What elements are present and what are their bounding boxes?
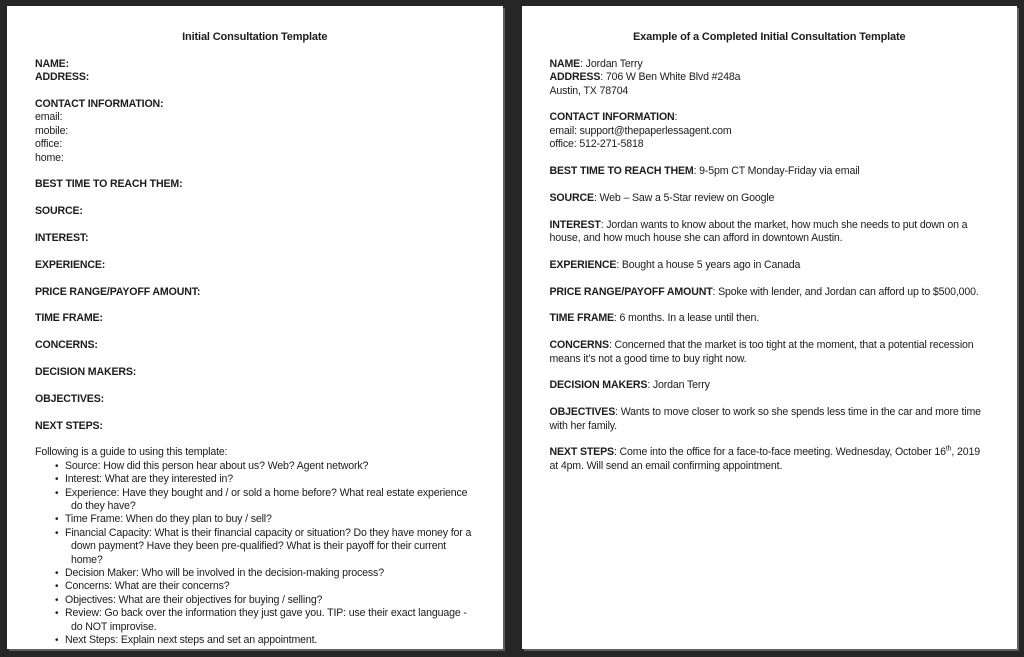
field-experience: EXPERIENCE: bbox=[35, 258, 106, 271]
entry-price-range-label: PRICE RANGE/PAYOFF AMOUNT bbox=[549, 285, 713, 298]
guide-item-review: • Review: Go back over the information they just gave you. TIP: use their exact language - do NOT improvise. bbox=[71, 607, 475, 634]
entry-source-value: : Web – Saw a 5-Star review on Google bbox=[593, 191, 775, 204]
entry-address-label: ADDRESS bbox=[549, 71, 601, 84]
guide-intro: Following is a guide to using this template: bbox=[35, 446, 228, 459]
guide-item-objectives: • Objectives: What are their objectives for buying / selling? bbox=[71, 594, 475, 607]
guide-item-interest: • Interest: What are they interested in? bbox=[71, 473, 475, 486]
entry-concerns-label: CONCERNS bbox=[549, 339, 609, 352]
entry-next-steps-ordinal: th bbox=[945, 445, 952, 453]
entry-group-contact bbox=[550, 111, 990, 151]
entry-time-frame bbox=[550, 312, 990, 325]
field-contact-information: CONTACT INFORMATION: bbox=[35, 98, 164, 110]
field-email: email: bbox=[35, 111, 63, 124]
entry-source-label: SOURCE bbox=[549, 191, 594, 204]
guide-item-time-frame: • Time Frame: When do they plan to buy / sell? bbox=[71, 513, 475, 526]
page-title: Example of a Completed Initial Consultation Template bbox=[632, 31, 906, 43]
guide-item-decision-maker: • Decision Maker: Who will be involved in the decision-making process? bbox=[71, 567, 475, 580]
entry-decision-makers-value: : Jordan Terry bbox=[647, 379, 710, 392]
guide-list bbox=[35, 460, 475, 648]
page-example bbox=[522, 6, 1018, 649]
entry-time-frame-label: TIME FRAME bbox=[549, 312, 614, 325]
entry-contact-office: office: 512-271-5818 bbox=[549, 138, 644, 151]
entry-source bbox=[550, 192, 990, 205]
entry-contact-colon: : bbox=[674, 111, 678, 124]
field-concerns: CONCERNS: bbox=[35, 339, 98, 352]
entry-price-range bbox=[550, 286, 990, 299]
entry-best-time-label: BEST TIME TO REACH THEM bbox=[549, 165, 694, 178]
entry-next-steps-value-after: , 2019 at 4pm. Will send an email confirming appointment. bbox=[549, 446, 980, 472]
page-template bbox=[7, 6, 503, 649]
entry-objectives bbox=[550, 406, 990, 433]
entry-decision-makers-label: DECISION MAKERS bbox=[549, 379, 648, 392]
entry-experience-label: EXPERIENCE bbox=[549, 258, 617, 271]
entry-contact-email: email: support@thepaperlessagent.com bbox=[549, 124, 732, 137]
guide-item-experience: • Experience: Have they bought and / or sold a home before? What real estate experience do they have? bbox=[71, 487, 475, 514]
guide-item-next-steps: • Next Steps: Explain next steps and set an appointment. bbox=[71, 634, 475, 647]
field-source: SOURCE: bbox=[35, 205, 83, 218]
field-price-range: PRICE RANGE/PAYOFF AMOUNT: bbox=[35, 285, 201, 298]
entry-interest bbox=[550, 219, 990, 246]
field-objectives: OBJECTIVES: bbox=[35, 392, 104, 405]
field-time-frame: TIME FRAME: bbox=[35, 312, 103, 325]
entry-next-steps bbox=[550, 446, 990, 473]
guide-item-concerns: • Concerns: What are their concerns? bbox=[71, 580, 475, 593]
entry-address-line2: Austin, TX 78704 bbox=[549, 84, 629, 97]
field-best-time: BEST TIME TO REACH THEM: bbox=[35, 178, 183, 191]
entry-next-steps-value: : Come into the office for a face-to-face meeting. Wednesday, October 16 bbox=[613, 446, 946, 459]
field-name: NAME: bbox=[35, 57, 69, 70]
guide-item-financial-capacity: • Financial Capacity: What is their financial capacity or situation? Do they have money for a down payment? Have they been pre-qualified? What is their payoff for their current home? bbox=[71, 527, 475, 567]
entry-experience bbox=[550, 259, 990, 272]
entry-interest-value: : Jordan wants to know about the market, how much she needs to put down on a house, and how much house she can afford in downtown Austin. bbox=[549, 218, 968, 245]
entry-time-frame-value: : 6 months. In a lease until then. bbox=[613, 312, 759, 325]
field-group-identity bbox=[35, 58, 475, 85]
field-mobile: mobile: bbox=[35, 124, 69, 137]
entry-name-value: : Jordan Terry bbox=[580, 57, 643, 70]
entry-name bbox=[550, 58, 990, 71]
guide-item-source: • Source: How did this person hear about us? Web? Agent network? bbox=[71, 460, 475, 473]
entry-next-steps-label: NEXT STEPS bbox=[549, 446, 614, 459]
entry-concerns-value: : Concerned that the market is too tight at the moment, that a potential recession means it’s not a good time to buy right now. bbox=[549, 339, 974, 365]
entry-name-label: NAME bbox=[549, 57, 581, 70]
entry-interest-label: INTEREST bbox=[549, 218, 601, 231]
field-next-steps: NEXT STEPS: bbox=[35, 419, 103, 432]
entry-objectives-label: OBJECTIVES bbox=[549, 406, 616, 419]
page-title: Initial Consultation Template bbox=[182, 31, 328, 43]
entry-concerns bbox=[550, 339, 990, 366]
entry-group-identity bbox=[550, 58, 990, 98]
entry-address-value: : 706 W Ben White Blvd #248a bbox=[600, 71, 741, 84]
entry-experience-value: : Bought a house 5 years ago in Canada bbox=[616, 258, 801, 271]
field-decision-makers: DECISION MAKERS: bbox=[35, 366, 137, 378]
entry-objectives-value: : Wants to move closer to work so she spends less time in the car and more time with her family. bbox=[549, 406, 981, 432]
field-address: ADDRESS: bbox=[35, 71, 90, 84]
entry-contact bbox=[550, 111, 990, 124]
field-interest: INTEREST: bbox=[35, 232, 89, 245]
entry-address bbox=[550, 71, 990, 84]
entry-price-range-value: : Spoke with lender, and Jordan can afford up to $500,000. bbox=[712, 285, 979, 298]
field-home: home: bbox=[35, 151, 64, 164]
entry-contact-label: CONTACT INFORMATION bbox=[549, 111, 675, 124]
entry-decision-makers bbox=[550, 379, 990, 392]
entry-best-time-value: : 9-5pm CT Monday-Friday via email bbox=[693, 165, 860, 178]
field-office: office: bbox=[35, 138, 63, 151]
field-group-contact bbox=[35, 98, 475, 165]
entry-best-time bbox=[550, 165, 990, 178]
